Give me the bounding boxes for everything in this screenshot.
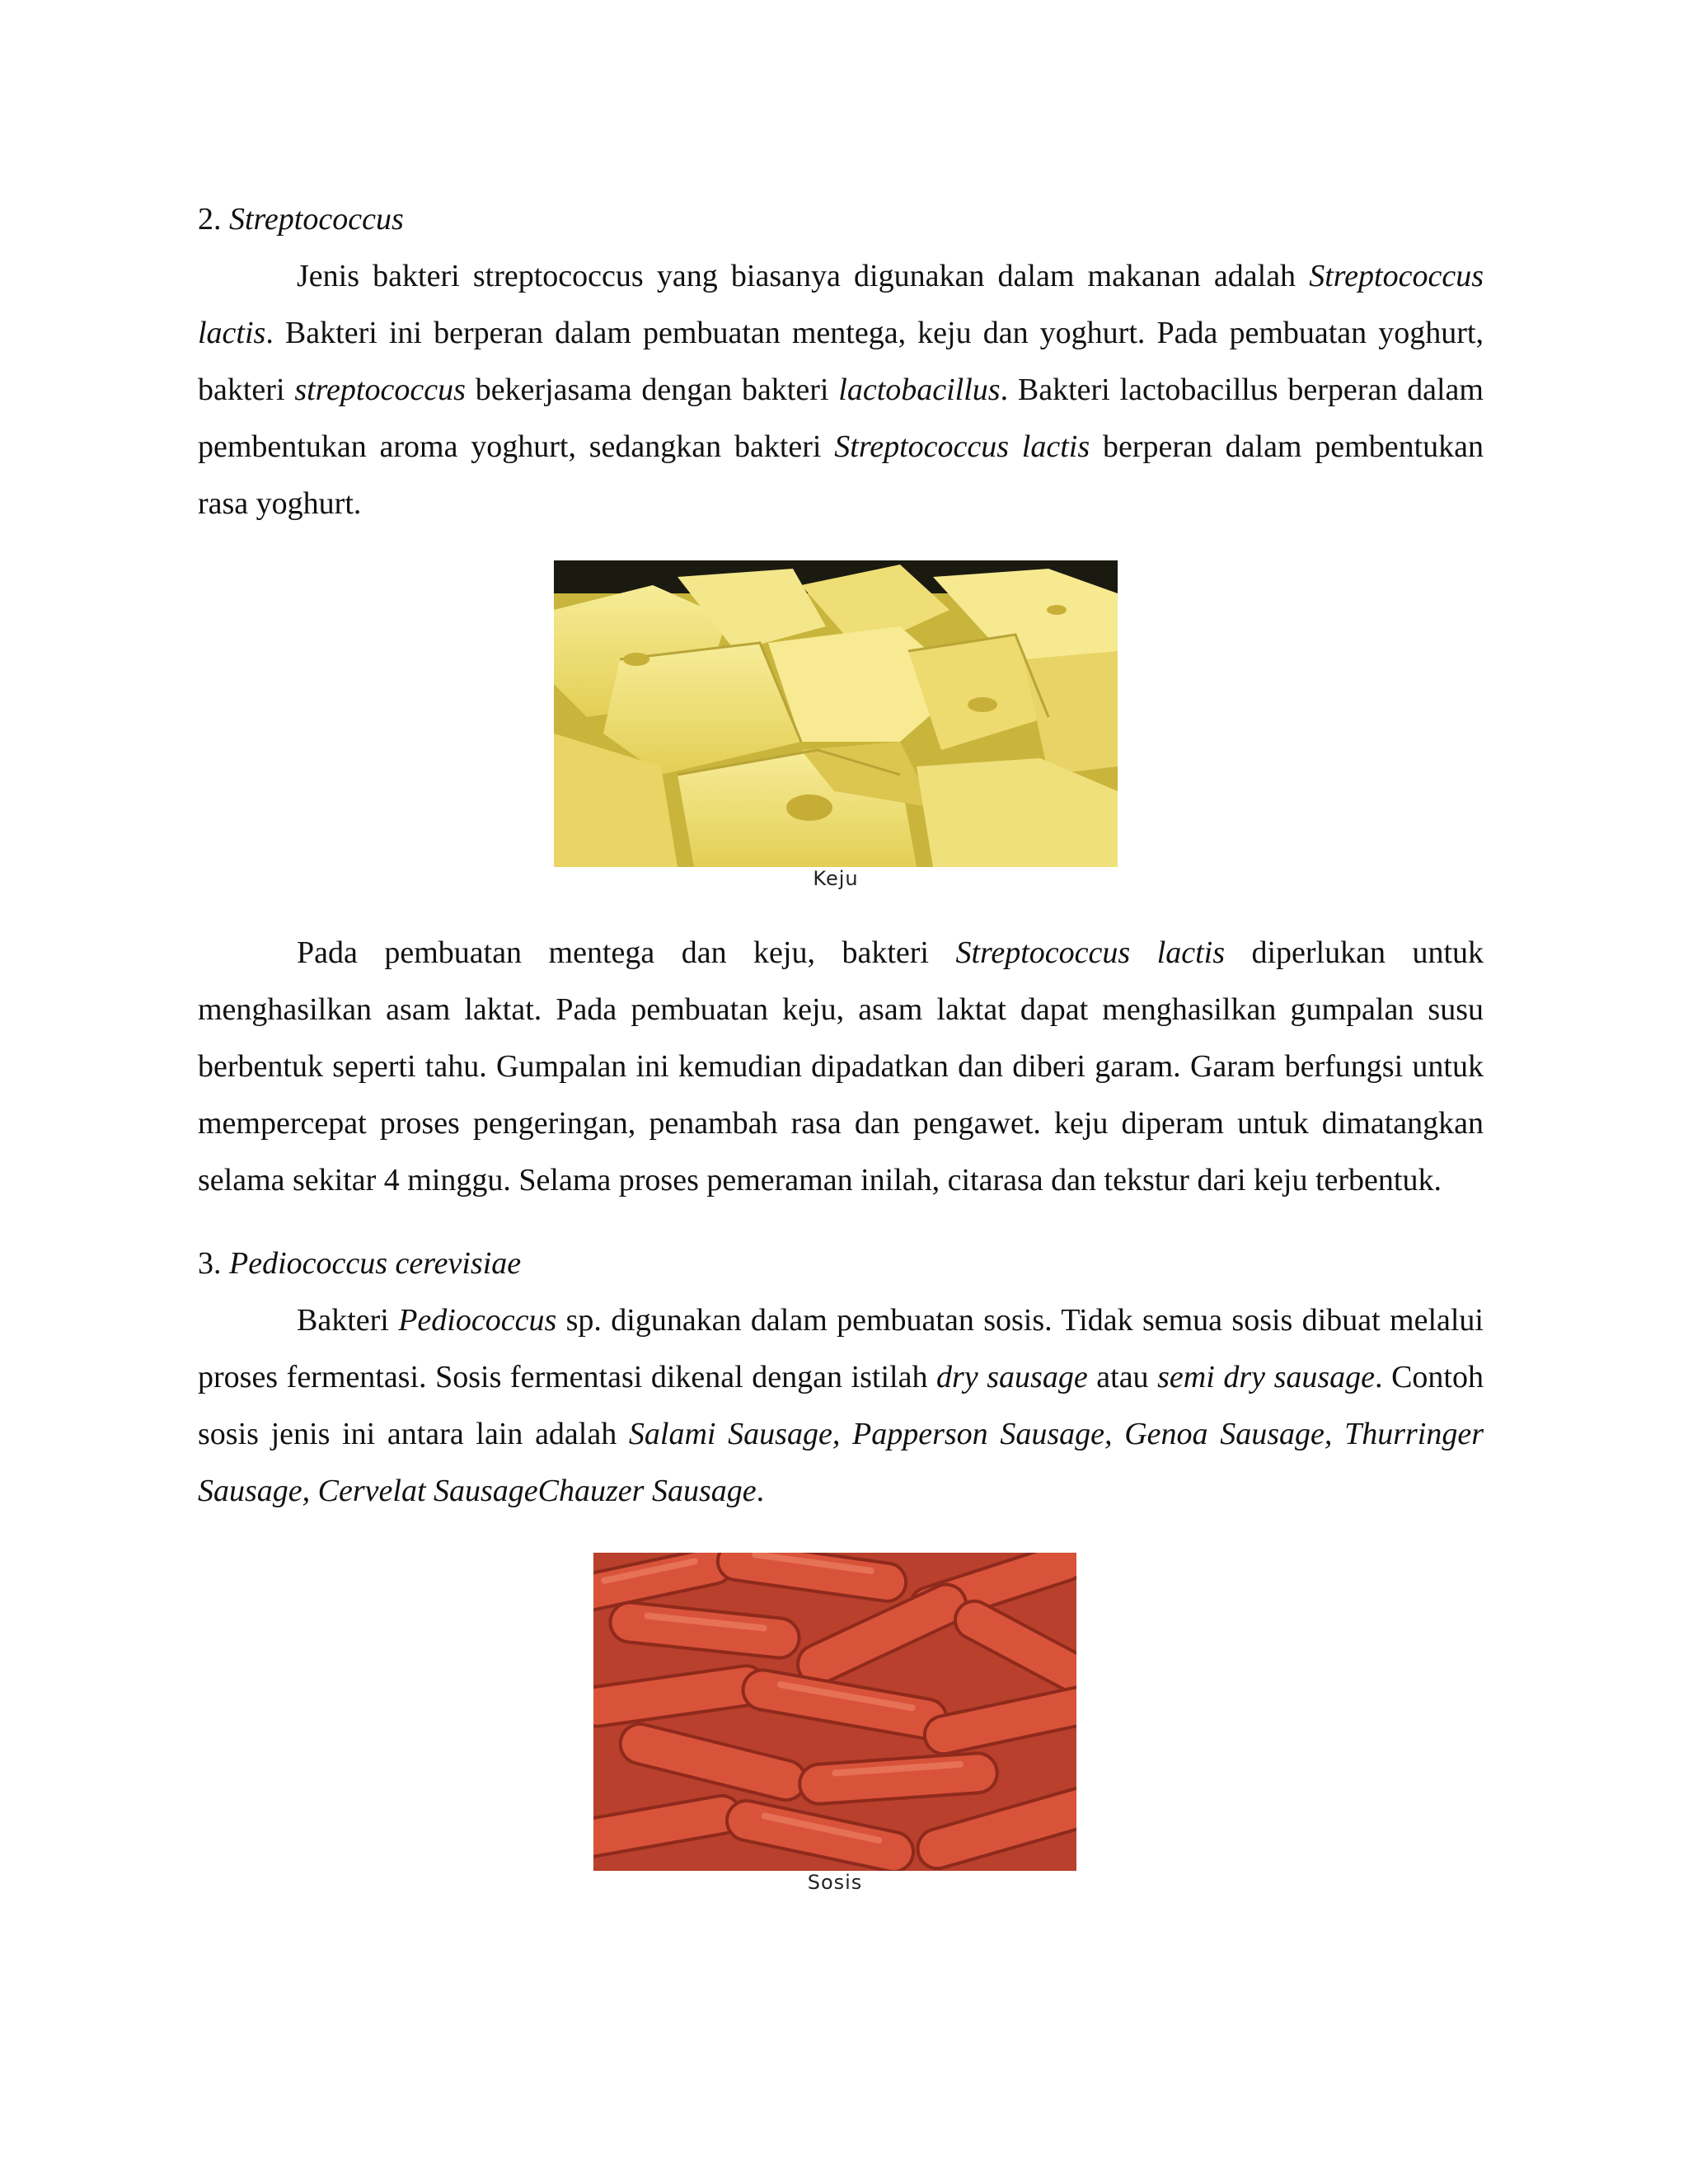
text-run: atau xyxy=(1087,1360,1158,1394)
text-run: . Contoh sosis jenis ini antara lain adalah xyxy=(198,1360,1484,1451)
paragraph xyxy=(198,925,1484,1209)
italic-text: Streptococcus lactis xyxy=(834,429,1090,464)
cheese-figure xyxy=(554,560,1118,890)
italic-text: dry sausage xyxy=(936,1360,1088,1394)
section-title: Pediococcus cerevisiae xyxy=(229,1246,522,1281)
text-run: Pada pembuatan mentega dan keju, bakteri xyxy=(297,935,956,970)
section-heading-3 xyxy=(198,1235,1484,1292)
text-run: berperan dalam pembentukan rasa yoghurt. xyxy=(198,429,1484,521)
italic-text: Salami Sausage, Papperson Sausage, Genoa Sausage, Thurringer Sausage, Cervelat SausageChauzer Sausage xyxy=(198,1417,1484,1508)
figure-caption: Sosis xyxy=(807,1871,863,1894)
text-run: bekerjasama dengan bakteri xyxy=(465,373,839,407)
cheese-image xyxy=(554,560,1118,867)
italic-text: Streptococcus lactis xyxy=(955,935,1225,970)
italic-text: streptococcus xyxy=(294,373,466,407)
figure-caption: Keju xyxy=(813,867,859,890)
italic-text: Streptococcus lactis xyxy=(198,259,1484,350)
text-run: diperlukan untuk menghasilkan asam laktat. Pada pembuatan keju, asam laktat dapat menghasilkan gumpalan susu berbentuk seperti tahu. Gumpalan ini kemudian dipadatkan dan diberi garam. Garam berfungsi untuk mempercepat proses pengeringan, penambah rasa dan pengawet. keju diperam untuk dimatangkan selama sekitar 4 minggu. Selama proses pemeraman inilah, citarasa dan tekstur dari keju terbentuk. xyxy=(198,935,1484,1197)
section-heading-2 xyxy=(198,191,1484,248)
sausage-figure xyxy=(593,1553,1076,1894)
italic-text: Pediococcus xyxy=(398,1303,557,1338)
section-number: 3. xyxy=(198,1246,222,1281)
section-title: Streptococcus xyxy=(229,202,404,237)
text-run: Bakteri xyxy=(297,1303,399,1338)
paragraph xyxy=(198,1292,1484,1520)
italic-text: lactobacillus xyxy=(838,373,1001,407)
page-content xyxy=(198,191,1484,1894)
text-run: Jenis bakteri streptococcus yang biasanya digunakan dalam makanan adalah xyxy=(297,259,1310,293)
text-run: sp. digunakan dalam pembuatan sosis. Tidak semua sosis dibuat melalui proses fermentasi. Sosis fermentasi dikenal dengan istilah xyxy=(198,1303,1484,1394)
italic-text: semi dry sausage xyxy=(1157,1360,1376,1394)
text-run: . Bakteri lactobacillus berperan dalam pembentukan aroma yoghurt, sedangkan bakteri xyxy=(198,373,1484,464)
paragraph xyxy=(198,248,1484,532)
text-run: . Bakteri ini berperan dalam pembuatan mentega, keju dan yoghurt. Pada pembuatan yoghurt, bakteri xyxy=(198,316,1484,407)
sausage-image xyxy=(593,1553,1076,1871)
text-run: . xyxy=(756,1474,765,1508)
section-number: 2. xyxy=(198,202,222,237)
